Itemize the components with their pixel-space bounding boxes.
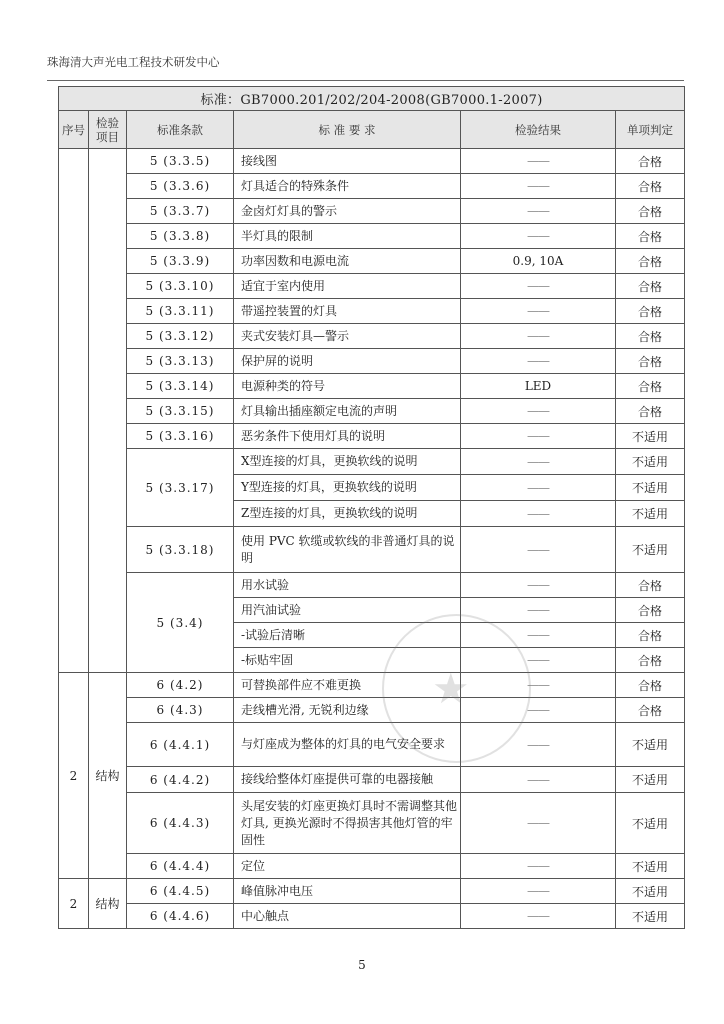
- verdict-cell: 不适用: [616, 879, 685, 904]
- verdict-cell: 合格: [616, 573, 685, 598]
- result-cell: ——: [461, 673, 616, 698]
- table-row: [59, 698, 685, 723]
- item-cell: 结构: [89, 879, 127, 929]
- result-cell: ——: [461, 698, 616, 723]
- requirement-cell: 灯具输出插座额定电流的声明: [234, 399, 461, 424]
- result-cell: ——: [461, 174, 616, 199]
- clause-cell: 6 (4.2): [127, 673, 234, 698]
- table-row: [59, 249, 685, 274]
- requirement-cell: 功率因数和电源电流: [234, 249, 461, 274]
- requirement-cell: X型连接的灯具，更换软线的说明: [234, 449, 461, 475]
- result-cell: ——: [461, 349, 616, 374]
- verdict-cell: 不适用: [616, 449, 685, 475]
- verdict-cell: 合格: [616, 249, 685, 274]
- col-header-clause: 标准条款: [127, 111, 234, 149]
- requirement-cell: 走线槽光滑, 无锐利边缘: [234, 698, 461, 723]
- table-row: [59, 324, 685, 349]
- seq-cell-blank: [59, 149, 89, 673]
- clause-cell: 5 (3.3.14): [127, 374, 234, 399]
- result-cell: ——: [461, 767, 616, 793]
- requirement-cell: 夹式安装灯具—警示: [234, 324, 461, 349]
- table-row: [59, 904, 685, 929]
- table-row: [59, 274, 685, 299]
- requirement-cell: 灯具适合的特殊条件: [234, 174, 461, 199]
- result-cell: ——: [461, 854, 616, 879]
- verdict-cell: 合格: [616, 199, 685, 224]
- page-number: 5: [358, 958, 366, 972]
- table-row: [59, 374, 685, 399]
- requirement-cell: 用水试验: [234, 573, 461, 598]
- item-cell-blank: [89, 149, 127, 673]
- requirement-cell: 半灯具的限制: [234, 224, 461, 249]
- standard-label: 标准：GB7000.201/202/204-2008(GB7000.1-2007): [59, 87, 685, 111]
- result-cell: ——: [461, 904, 616, 929]
- clause-cell: 6 (4.3): [127, 698, 234, 723]
- verdict-cell: 合格: [616, 324, 685, 349]
- verdict-cell: 不适用: [616, 527, 685, 573]
- requirement-cell: 使用 PVC 软缆或软线的非普通灯具的说明: [234, 527, 461, 573]
- clause-cell: 5 (3.3.10): [127, 274, 234, 299]
- table-row: [59, 449, 685, 475]
- clause-cell: 5 (3.3.18): [127, 527, 234, 573]
- clause-cell: 6 (4.4.2): [127, 767, 234, 793]
- table-row: [59, 349, 685, 374]
- verdict-cell: 合格: [616, 149, 685, 174]
- verdict-cell: 不适用: [616, 475, 685, 501]
- verdict-cell: 不适用: [616, 904, 685, 929]
- result-cell: ——: [461, 598, 616, 623]
- clause-cell: 6 (4.4.3): [127, 793, 234, 854]
- requirement-cell: Y型连接的灯具，更换软线的说明: [234, 475, 461, 501]
- table-row: [59, 399, 685, 424]
- item-cell: 结构: [89, 673, 127, 879]
- clause-cell: 5 (3.3.8): [127, 224, 234, 249]
- result-cell: ——: [461, 149, 616, 174]
- result-cell: 0.9, 10A: [461, 249, 616, 274]
- inspection-table: [58, 86, 685, 929]
- seal-star-icon: ★: [432, 664, 470, 713]
- clause-cell: 6 (4.4.1): [127, 723, 234, 767]
- requirement-cell: 接线图: [234, 149, 461, 174]
- verdict-cell: 不适用: [616, 767, 685, 793]
- clause-cell: 5 (3.3.17): [127, 449, 234, 527]
- table-row: [59, 879, 685, 904]
- col-header-item: 检验项目: [89, 111, 127, 149]
- table-row: [59, 424, 685, 449]
- result-cell: ——: [461, 648, 616, 673]
- header-divider: [47, 80, 684, 81]
- result-cell: ——: [461, 573, 616, 598]
- result-cell: ——: [461, 723, 616, 767]
- verdict-cell: 合格: [616, 274, 685, 299]
- col-header-seq: 序号: [59, 111, 89, 149]
- requirement-cell: 电源种类的符号: [234, 374, 461, 399]
- result-cell: ——: [461, 449, 616, 475]
- column-header-row: [59, 111, 685, 149]
- header-organization: 珠海清大声光电工程技术研发中心: [47, 55, 220, 69]
- clause-cell: 5 (3.3.11): [127, 299, 234, 324]
- table-row: [59, 149, 685, 174]
- table-row: [59, 723, 685, 767]
- requirement-cell: 适宜于室内使用: [234, 274, 461, 299]
- clause-cell: 6 (4.4.4): [127, 854, 234, 879]
- result-cell: ——: [461, 501, 616, 527]
- result-cell: ——: [461, 324, 616, 349]
- verdict-cell: 合格: [616, 299, 685, 324]
- requirement-cell: 保护屏的说明: [234, 349, 461, 374]
- requirement-cell: 恶劣条件下使用灯具的说明: [234, 424, 461, 449]
- col-header-result: 检验结果: [461, 111, 616, 149]
- verdict-cell: 合格: [616, 374, 685, 399]
- col-header-verdict: 单项判定: [616, 111, 685, 149]
- result-cell: ——: [461, 793, 616, 854]
- verdict-cell: 合格: [616, 174, 685, 199]
- verdict-cell: 不适用: [616, 501, 685, 527]
- requirement-cell: 与灯座成为整体的灯具的电气安全要求: [234, 723, 461, 767]
- requirement-cell: 头尾安装的灯座更换灯具时不需调整其他灯具, 更换光源时不得损害其他灯管的牢固性: [234, 793, 461, 854]
- table-row: [59, 673, 685, 698]
- requirement-cell: 定位: [234, 854, 461, 879]
- requirement-cell: 中心触点: [234, 904, 461, 929]
- verdict-cell: 合格: [616, 623, 685, 648]
- verdict-cell: 合格: [616, 673, 685, 698]
- result-cell: ——: [461, 224, 616, 249]
- verdict-cell: 合格: [616, 224, 685, 249]
- table-row: [59, 527, 685, 573]
- clause-cell: 5 (3.4): [127, 573, 234, 673]
- table-row: [59, 174, 685, 199]
- table-row: [59, 854, 685, 879]
- requirement-cell: 金卤灯灯具的警示: [234, 199, 461, 224]
- verdict-cell: 不适用: [616, 424, 685, 449]
- clause-cell: 6 (4.4.5): [127, 879, 234, 904]
- col-header-requirement: 标 准 要 求: [234, 111, 461, 149]
- table-row: [59, 224, 685, 249]
- table-row: [59, 573, 685, 598]
- verdict-cell: 合格: [616, 349, 685, 374]
- result-cell: ——: [461, 399, 616, 424]
- clause-cell: 5 (3.3.13): [127, 349, 234, 374]
- result-cell: ——: [461, 199, 616, 224]
- clause-cell: 5 (3.3.6): [127, 174, 234, 199]
- clause-cell: 5 (3.3.12): [127, 324, 234, 349]
- table-row: [59, 793, 685, 854]
- result-cell: LED: [461, 374, 616, 399]
- clause-cell: 5 (3.3.7): [127, 199, 234, 224]
- clause-cell: 5 (3.3.16): [127, 424, 234, 449]
- requirement-cell: Z型连接的灯具，更换软线的说明: [234, 501, 461, 527]
- table-row: [59, 767, 685, 793]
- verdict-cell: 不适用: [616, 854, 685, 879]
- requirement-cell: 用汽油试验: [234, 598, 461, 623]
- verdict-cell: 合格: [616, 698, 685, 723]
- table-row: [59, 299, 685, 324]
- clause-cell: 5 (3.3.5): [127, 149, 234, 174]
- clause-cell: 5 (3.3.9): [127, 249, 234, 274]
- result-cell: ——: [461, 879, 616, 904]
- result-cell: ——: [461, 475, 616, 501]
- requirement-cell: 接线给整体灯座提供可靠的电器接触: [234, 767, 461, 793]
- standard-row: [59, 87, 685, 111]
- table-row: [59, 199, 685, 224]
- result-cell: ——: [461, 424, 616, 449]
- result-cell: ——: [461, 527, 616, 573]
- verdict-cell: 合格: [616, 648, 685, 673]
- requirement-cell: 带遥控装置的灯具: [234, 299, 461, 324]
- seq-cell: 2: [59, 673, 89, 879]
- verdict-cell: 合格: [616, 399, 685, 424]
- clause-cell: 5 (3.3.15): [127, 399, 234, 424]
- requirement-cell: -试验后清晰: [234, 623, 461, 648]
- requirement-cell: 峰值脉冲电压: [234, 879, 461, 904]
- result-cell: ——: [461, 274, 616, 299]
- requirement-cell: 可替换部件应不难更换: [234, 673, 461, 698]
- verdict-cell: 不适用: [616, 723, 685, 767]
- result-cell: ——: [461, 623, 616, 648]
- clause-cell: 6 (4.4.6): [127, 904, 234, 929]
- seq-cell: 2: [59, 879, 89, 929]
- verdict-cell: 合格: [616, 598, 685, 623]
- result-cell: ——: [461, 299, 616, 324]
- requirement-cell: -标贴牢固: [234, 648, 461, 673]
- verdict-cell: 不适用: [616, 793, 685, 854]
